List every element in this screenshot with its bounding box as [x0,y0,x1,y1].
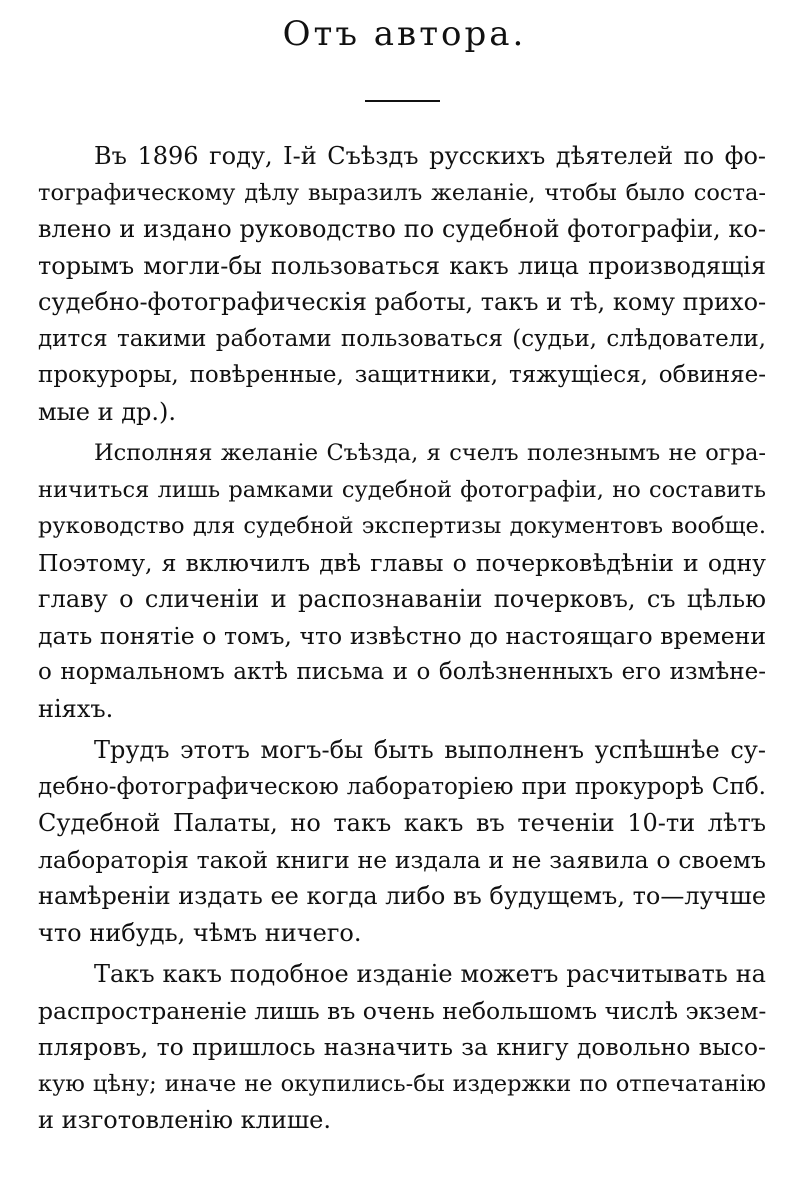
paragraph [38,732,766,951]
text-line: Въ 1896 году, I-й Съѣздъ русскихъ дѣятелей по фо- [94,142,766,170]
text-line: мые и др.). [38,397,176,426]
text-line: прокуроры, повѣренные, защитники, тяжущіеся, обвиняе- [38,362,766,388]
text-line: лабораторія такой книги не издала и не заявила о своемъ [38,845,766,874]
text-line: Трудъ этотъ могъ-бы быть выполненъ успѣшнѣе су- [94,736,766,764]
text-line: дать понятіе о томъ, что извѣстно до настоящаго времени [38,621,766,650]
text-line: торымъ могли-бы пользоваться какъ лица производящія [38,251,766,280]
text-line: ничиться лишь рамками судебной фотографіи, но составить [38,476,766,503]
text-line: пляровъ, то пришлось назначить за книгу довольно высо- [38,1033,766,1061]
text-line: дится такими работами пользоваться (судьи, слѣдователи, [38,325,766,352]
text-line: кую цѣну; иначе не окупились-бы издержки по отпечатанію [38,1070,766,1097]
text-line: влено и издано руководство по судебной фотографіи, ко- [38,215,766,243]
body-text [38,138,766,1139]
text-line: Судебной Палаты, но такъ какъ въ теченіи 10-ти лѣтъ [38,809,766,837]
text-line: главу о сличеніи и распознаваніи почерковъ, съ цѣлью [38,585,766,613]
text-line: распространеніе лишь въ очень небольшомъ числѣ экзем- [38,996,767,1025]
text-line: Такъ какъ подобное изданіе можетъ расчитывать на [94,960,766,988]
title-divider [365,100,440,102]
paragraph [38,435,766,727]
paragraph [38,138,766,430]
text-line: и изготовленію клише. [38,1106,332,1134]
text-line: что нибудь, чѣмъ ничего. [38,918,362,947]
text-line: тографическому дѣлу выразилъ желаніе, чтобы было соста- [38,179,766,206]
page-title: Отъ автора. [282,14,527,54]
text-line: о нормальномъ актѣ письма и о болѣзненныхъ его измѣне- [38,659,766,685]
text-line: судебно-фотографическія работы, такъ и тѣ, кому прихо- [38,288,767,316]
text-line: дебно-фотографическою лабораторіею при прокурорѣ Спб. [38,773,766,800]
text-line: Поэтому, я включилъ двѣ главы о почерковѣдѣніи и одну [38,548,766,577]
text-line: намѣреніи издать ее когда либо въ будущемъ, то—лучше [38,882,767,910]
paragraph [38,956,766,1139]
text-line: ніяхъ. [38,694,114,723]
text-line: Исполняя желаніе Съѣзда, я счелъ полезнымъ не огра- [94,440,766,466]
text-line: руководство для судебной экспертизы документовъ вообще. [38,513,766,539]
